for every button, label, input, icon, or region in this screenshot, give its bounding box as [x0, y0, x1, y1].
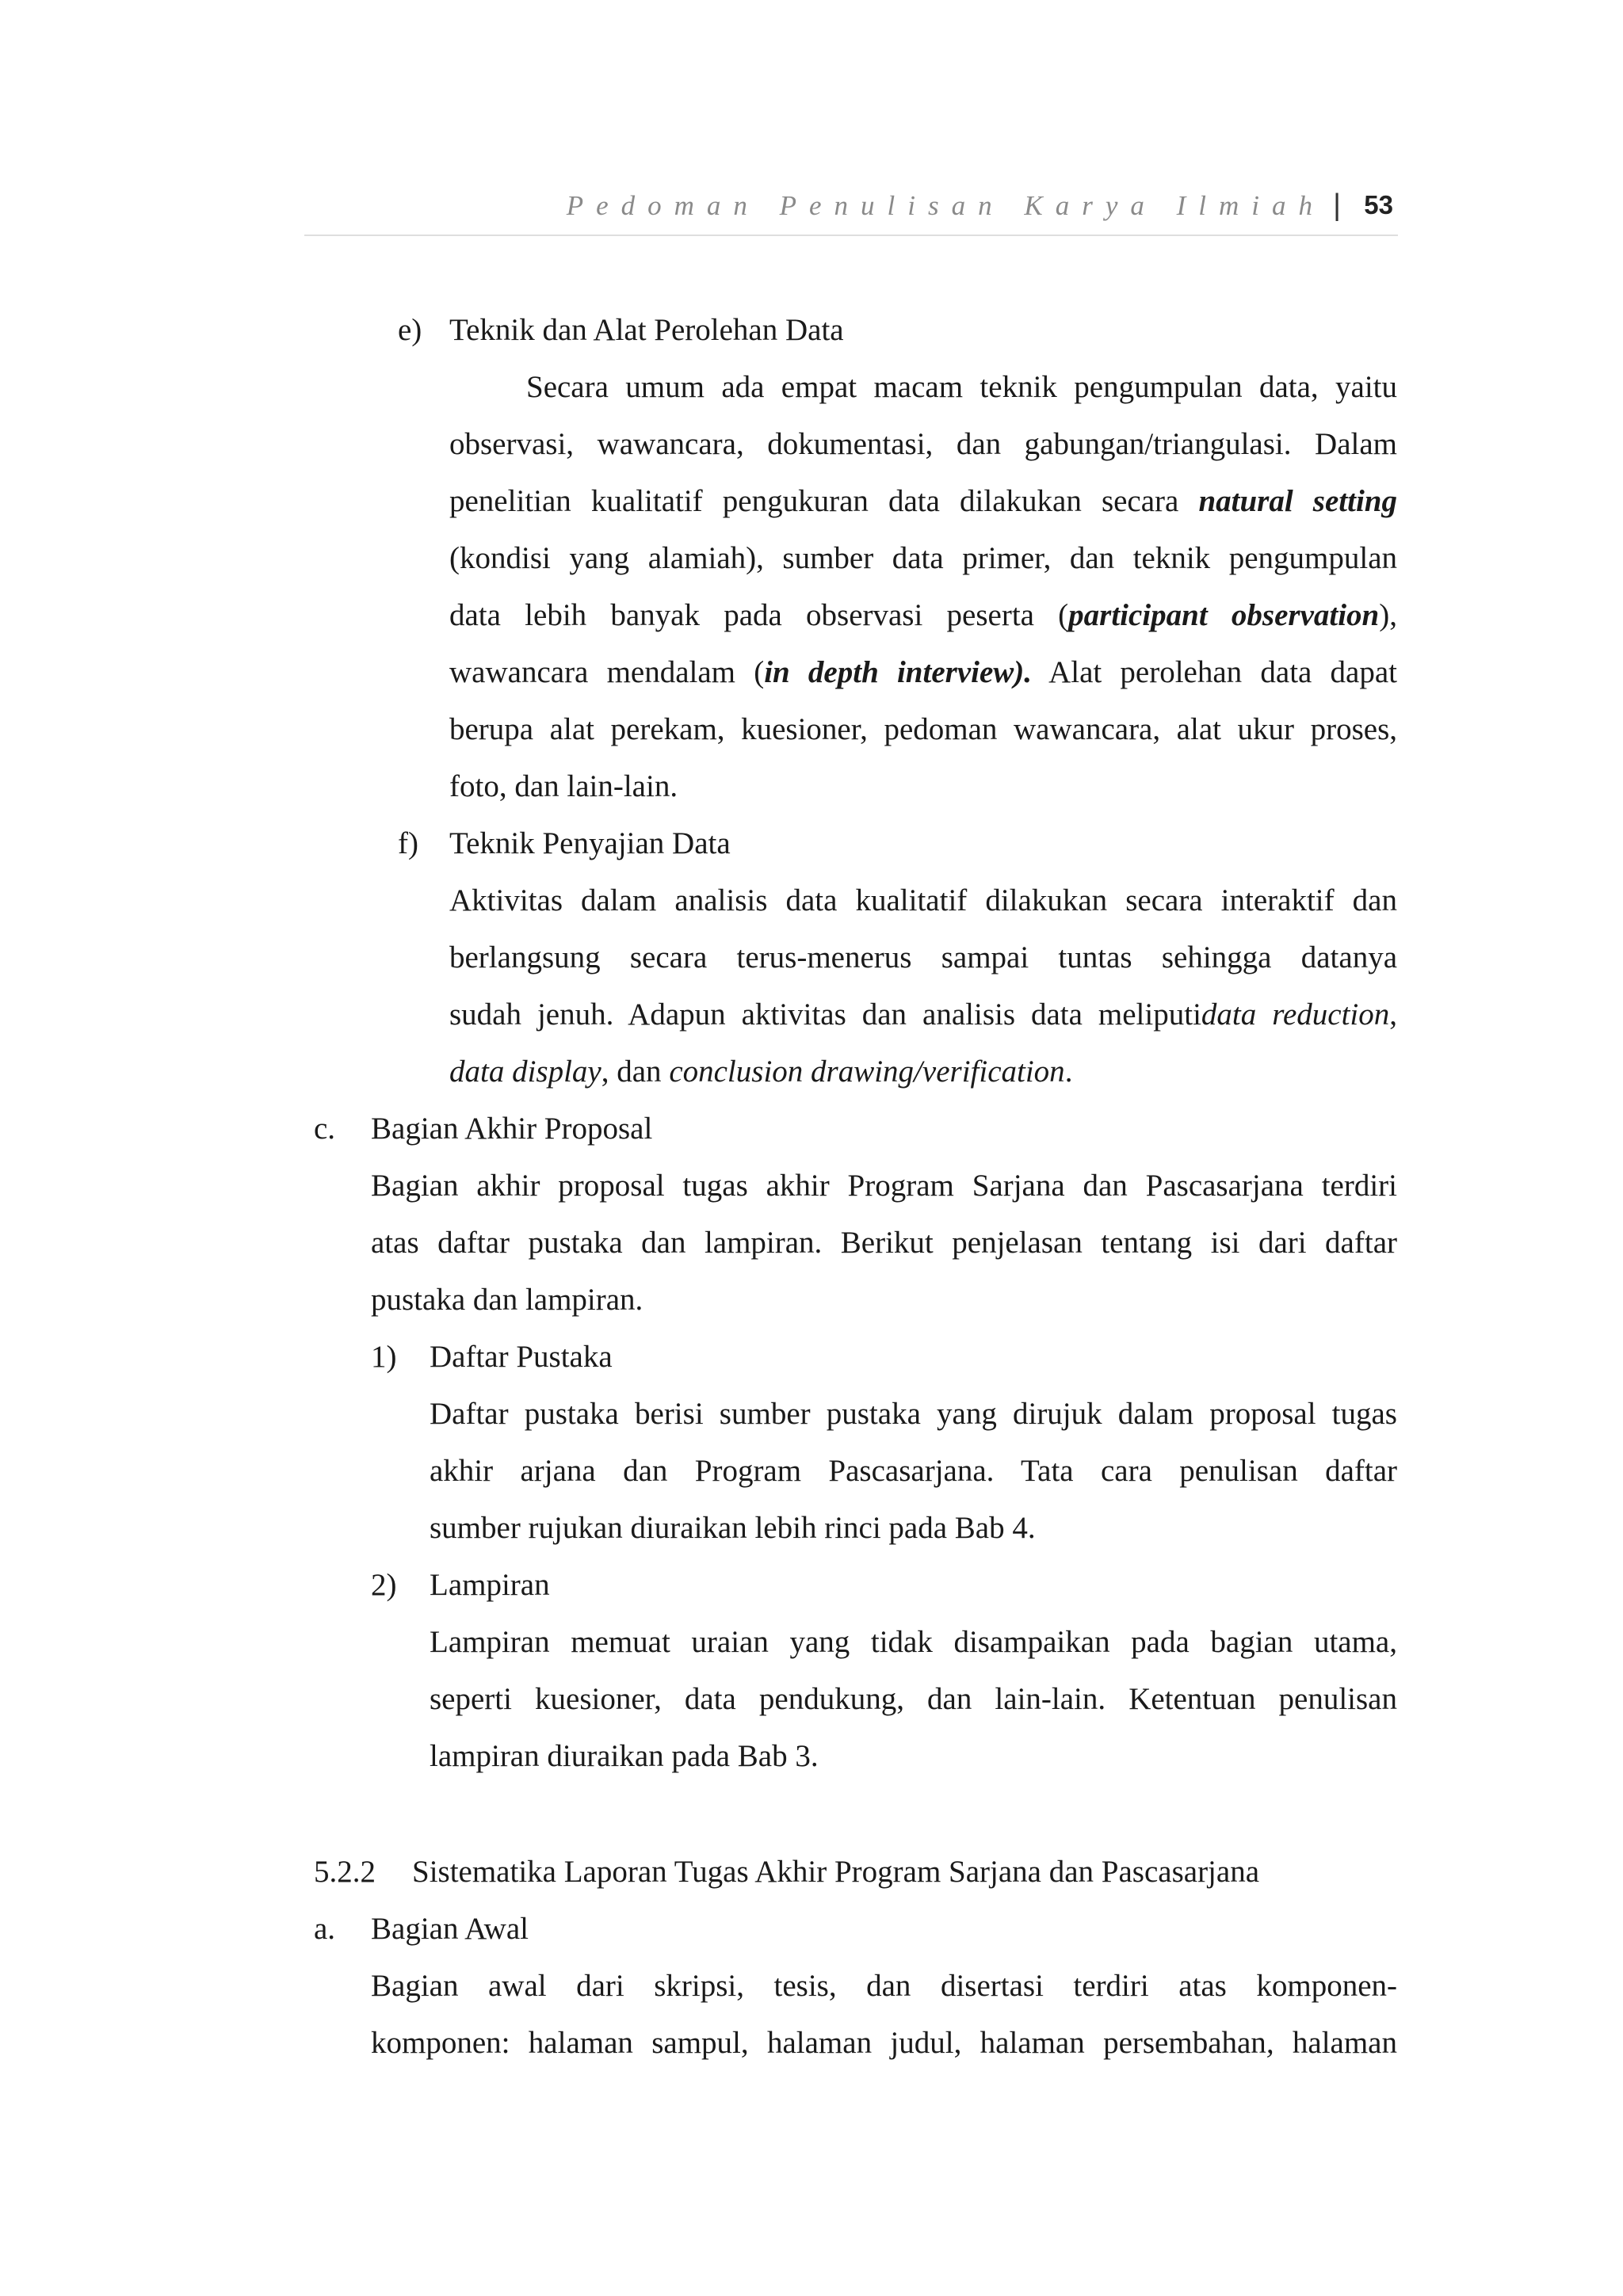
- running-header: [304, 190, 1398, 236]
- item-e-line-2: observasi, wawancara, dokumentasi, dan gabungan/triangulasi. Dalam: [449, 427, 1397, 461]
- item-e-line-7: berupa alat perekam, kuesioner, pedoman wawancara, alat ukur proses,: [449, 712, 1397, 746]
- item-1-line-1: Daftar pustaka berisi sumber pustaka yang dirujuk dalam proposal tugas: [430, 1397, 1397, 1431]
- item-e-line-6: wawancara mendalam (in depth interview). Alat perolehan data dapat: [449, 655, 1397, 689]
- item-e-heading: Teknik dan Alat Perolehan Data: [449, 313, 844, 347]
- term-data-display: data display: [449, 1055, 601, 1089]
- term-natural-setting: natural setting: [1198, 484, 1397, 518]
- item-f-line-4: data display, dan conclusion drawing/verification.: [449, 1055, 1073, 1089]
- page-number: 53: [1364, 190, 1393, 219]
- section-c-line-2: atas daftar pustaka dan lampiran. Berikut penjelasan tentang isi dari daftar: [371, 1226, 1397, 1260]
- header-separator: |: [1333, 189, 1341, 222]
- item-1-marker: 1): [371, 1340, 397, 1374]
- term-data-reduction: data reduction: [1201, 997, 1390, 1032]
- item-2-line-2: seperti kuesioner, data pendukung, dan lain-lain. Ketentuan penulisan: [430, 1682, 1397, 1716]
- section-c-marker: c.: [314, 1112, 336, 1146]
- item-f-heading: Teknik Penyajian Data: [449, 826, 731, 860]
- item-2-line-3: lampiran diuraikan pada Bab 3.: [430, 1739, 819, 1773]
- item-e-line-8: foto, dan lain-lain.: [449, 769, 678, 803]
- item-1-heading: Daftar Pustaka: [430, 1340, 613, 1374]
- item-2-line-1: Lampiran memuat uraian yang tidak disampaikan pada bagian utama,: [430, 1625, 1397, 1659]
- section-c-line-1: Bagian akhir proposal tugas akhir Program Sarjana dan Pascasarjana terdiri: [371, 1169, 1397, 1203]
- term-conclusion-drawing: conclusion drawing/verification: [669, 1055, 1065, 1089]
- section-a-line-1: Bagian awal dari skripsi, tesis, dan disertasi terdiri atas komponen-: [371, 1969, 1397, 2003]
- item-f-line-3: sudah jenuh. Adapun aktivitas dan analisis data meliputidata reduction,: [449, 997, 1397, 1032]
- item-e-line-4: (kondisi yang alamiah), sumber data primer, dan teknik pengumpulan: [449, 541, 1397, 575]
- section-c-line-3: pustaka dan lampiran.: [371, 1283, 643, 1317]
- section-a-heading: Bagian Awal: [371, 1912, 529, 1946]
- item-e-line-3: penelitian kualitatif pengukuran data dilakukan secara natural setting: [449, 484, 1397, 518]
- header-title: Pedoman Penulisan Karya Ilmiah: [566, 190, 1325, 221]
- item-e-marker: e): [398, 313, 422, 347]
- section-522-number: 5.2.2: [314, 1855, 376, 1889]
- item-e-line-5: data lebih banyak pada observasi peserta (participant observation),: [449, 598, 1397, 632]
- section-522-heading: Sistematika Laporan Tugas Akhir Program Sarjana dan Pascasarjana: [412, 1855, 1260, 1889]
- section-a-marker: a.: [314, 1912, 336, 1946]
- item-f-line-2: berlangsung secara terus-menerus sampai tuntas sehingga datanya: [449, 940, 1397, 974]
- term-in-depth-interview: in depth interview).: [764, 655, 1033, 689]
- item-f-line-1: Aktivitas dalam analisis data kualitatif dilakukan secara interaktif dan: [449, 883, 1397, 917]
- term-participant-observation: participant observation: [1068, 598, 1380, 632]
- item-1-line-2: akhir arjana dan Program Pascasarjana. Tata cara penulisan daftar: [430, 1454, 1397, 1488]
- section-c-heading: Bagian Akhir Proposal: [371, 1112, 653, 1146]
- item-2-heading: Lampiran: [430, 1568, 550, 1602]
- section-a-line-2: komponen: halaman sampul, halaman judul, halaman persembahan, halaman: [371, 2026, 1397, 2060]
- item-1-line-3: sumber rujukan diuraikan lebih rinci pada Bab 4.: [430, 1511, 1036, 1545]
- item-f-marker: f): [398, 826, 418, 860]
- item-e-line-1: Secara umum ada empat macam teknik pengumpulan data, yaitu: [526, 370, 1397, 404]
- item-2-marker: 2): [371, 1568, 397, 1602]
